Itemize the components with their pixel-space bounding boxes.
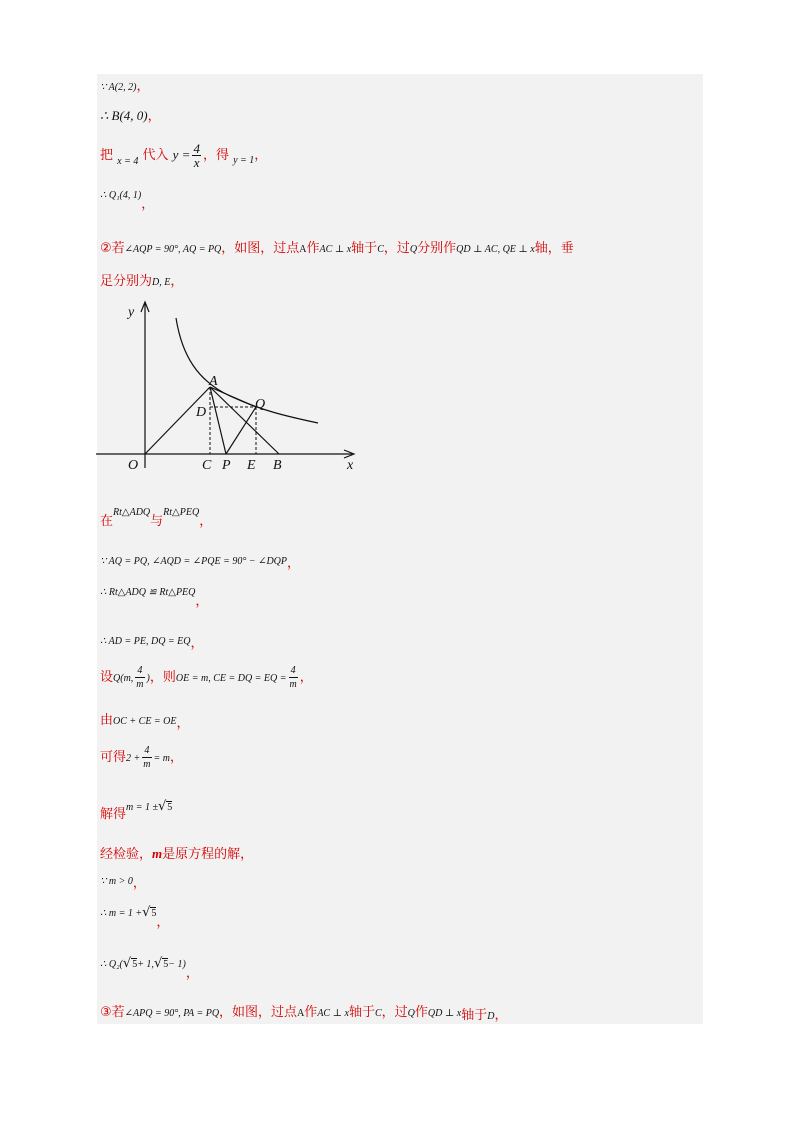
punct: ， (141, 197, 155, 212)
punct: ， (136, 79, 150, 94)
fraction (192, 142, 201, 169)
line-q1 (100, 186, 155, 212)
line-congruent (100, 583, 209, 609)
punct: ， (190, 636, 204, 651)
line-point-b (100, 107, 161, 126)
segment-oa (145, 387, 210, 454)
math: Q (409, 244, 418, 255)
fraction (142, 744, 151, 771)
math: Q(m, (113, 673, 134, 684)
math: ) (146, 673, 150, 684)
label-a: A (209, 374, 218, 389)
text: 可得 (100, 750, 127, 765)
line-from (100, 712, 190, 731)
numerator: 4 (193, 141, 200, 156)
text: 作 (306, 241, 320, 256)
math: Q (407, 1008, 415, 1019)
text: 分别作 (417, 241, 457, 256)
math-q1: ∴ Q₁(4, 1) (100, 190, 142, 201)
punct: ， (169, 750, 183, 765)
denominator: m (143, 759, 151, 770)
line-equal-sides (100, 632, 204, 651)
line-given-a (100, 78, 149, 97)
math: ∴ AD = PE, DQ = EQ (100, 636, 191, 647)
solution-panel (97, 74, 703, 1024)
line-substitute (100, 142, 267, 169)
text: ③若 (100, 1005, 125, 1020)
radicand: 5 (132, 959, 138, 970)
label-p: P (222, 458, 231, 473)
math: = m (153, 753, 170, 764)
segment-ab (210, 387, 279, 454)
line-feet (100, 273, 183, 292)
line-case-2 (100, 240, 574, 259)
math: ∵ AQ = PQ, ∠AQD = ∠PQE = 90° − ∠DQP (100, 556, 288, 567)
text: 在 (100, 514, 114, 529)
segment-aq (210, 387, 256, 407)
punct: ， (185, 966, 199, 981)
text: ，过 (383, 241, 410, 256)
segment-pq (226, 407, 256, 454)
line-m-value: ∴ m = 1 +√5， (100, 905, 170, 930)
math: m (152, 846, 163, 861)
math: x = 4 (117, 156, 139, 167)
text: 轴，垂 (534, 241, 574, 256)
punct: ， (156, 915, 170, 930)
line-let-q (100, 664, 313, 691)
math: − 1) (168, 959, 186, 970)
text: 作 (414, 1005, 428, 1020)
math: ∠APQ = 90°, PA = PQ (124, 1008, 220, 1019)
denominator: x (193, 155, 200, 170)
radicand: 5 (167, 802, 173, 813)
math: ∴ Q₂( (100, 959, 123, 970)
geometry-figure (90, 296, 370, 480)
math: A (297, 1008, 305, 1019)
math: C (377, 244, 384, 255)
line-triangles (100, 503, 213, 529)
line-because (100, 552, 300, 571)
math: A (299, 244, 307, 255)
label-q: Q (255, 397, 266, 412)
denominator: m (136, 679, 144, 690)
text: 由 (100, 713, 114, 728)
text: 把 (100, 148, 114, 163)
line-solve: 解得m = 1 ±√5 (100, 799, 173, 822)
punct: ， (132, 876, 146, 891)
math: 2 + (126, 753, 141, 764)
radicand: 5 (163, 959, 169, 970)
punct: ， (147, 109, 161, 124)
line-get-equation (100, 744, 183, 771)
math: + 1, (137, 959, 154, 970)
math: ∴ Rt△ADQ ≌ Rt△PEQ (100, 587, 196, 598)
line-case-3 (100, 1004, 507, 1023)
math: OE = m, CE = DQ = EQ = (175, 673, 287, 684)
label-e: E (247, 458, 256, 473)
math: AC ⊥ x (319, 244, 352, 255)
math: ∠AQP = 90°, AQ = PQ (124, 244, 222, 255)
math: y = 1 (233, 155, 255, 166)
punct: ， (199, 514, 213, 529)
label-b: B (273, 458, 282, 473)
text: 轴于 (348, 1005, 375, 1020)
math: m = 1 ± (126, 802, 158, 813)
line-m-positive (100, 872, 146, 891)
math: OC + CE = OE (113, 716, 177, 727)
punct: ， (494, 1008, 508, 1023)
math: ∴ m = 1 + (100, 908, 143, 919)
fraction (289, 664, 298, 691)
punct: ， (176, 716, 190, 731)
punct: ， (254, 148, 268, 163)
math-given-a: ∵ A(2, 2) (100, 82, 137, 93)
segment-ap (210, 387, 226, 454)
numerator: 4 (135, 664, 144, 678)
math: C (374, 1008, 382, 1019)
text: 轴于 (461, 1008, 488, 1023)
text: 代入 (142, 148, 169, 163)
denominator: m (289, 679, 297, 690)
text: 解得 (100, 807, 127, 822)
numerator: 4 (142, 744, 151, 758)
text: 是原方程的解， (162, 847, 254, 862)
math: AC ⊥ x (317, 1008, 349, 1019)
math: D (487, 1011, 495, 1022)
line-q2: ∴ Q₂(√5+ 1,√5− 1)， (100, 956, 199, 981)
label-o: O (128, 458, 139, 473)
label-d: D (196, 405, 207, 420)
text: 经检验， (100, 847, 153, 862)
text: 足分别为 (100, 274, 153, 289)
math: D, E (152, 277, 171, 288)
punct: ， (299, 670, 313, 685)
line-check (100, 845, 253, 864)
text: 与 (150, 514, 164, 529)
text: ，如图，过点 (219, 1005, 298, 1020)
text: 设 (100, 670, 114, 685)
text: ，得 (202, 148, 229, 163)
punct: ， (287, 556, 301, 571)
text: ，则 (149, 670, 176, 685)
radicand: 5 (151, 908, 157, 919)
math: QD ⊥ x (427, 1008, 462, 1019)
text: ，如图，过点 (221, 241, 300, 256)
fraction (135, 664, 144, 691)
math: Rt△PEQ (163, 507, 200, 518)
math-point-b: ∴ B(4, 0) (100, 108, 148, 123)
punct: ， (170, 274, 184, 289)
text: ②若 (100, 241, 125, 256)
math: Rt△ADQ (113, 507, 151, 518)
math: y = (172, 147, 191, 162)
math: QD ⊥ AC, QE ⊥ x (456, 244, 535, 255)
label-c: C (202, 458, 212, 473)
label-x: x (347, 458, 354, 473)
text: ，过 (381, 1005, 408, 1020)
punct: ， (195, 594, 209, 609)
math: ∵ m > 0 (100, 876, 133, 887)
text: 作 (304, 1005, 318, 1020)
label-y: y (128, 305, 135, 320)
numerator: 4 (289, 664, 298, 678)
text: 轴于 (351, 241, 378, 256)
